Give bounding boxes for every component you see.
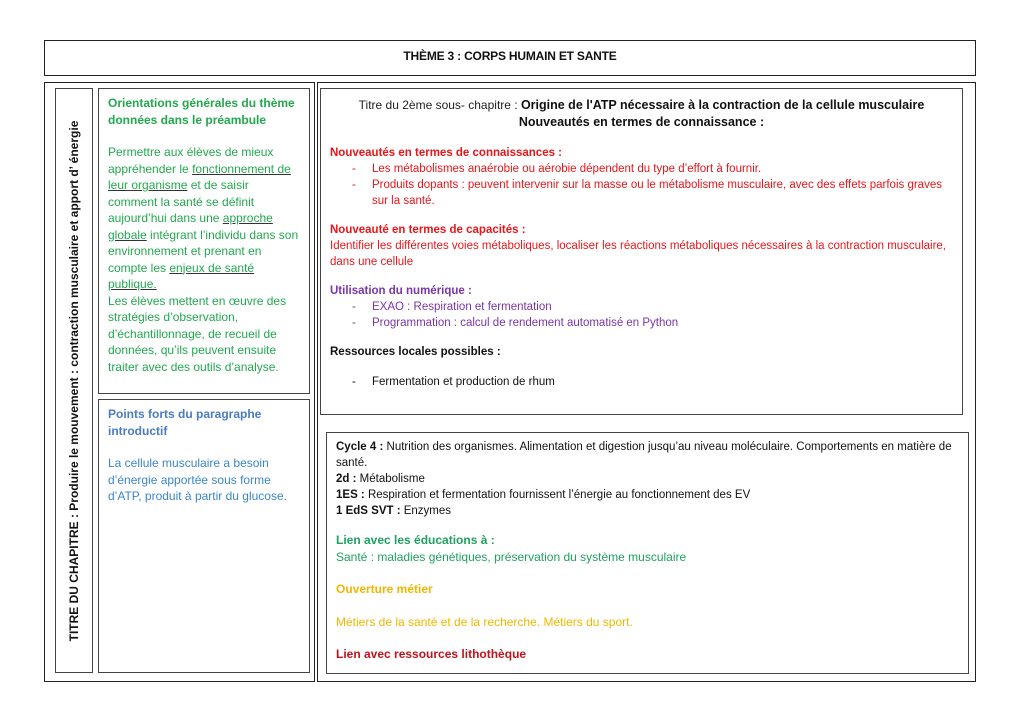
text-fragment: Permettre aux élèves de mieux appréhender le <box>108 145 274 176</box>
text-fragment: intégrant l’individu dans son environnement et prenant en compte les <box>108 227 299 275</box>
cycle4-label: Cycle 4 : <box>336 441 384 453</box>
points-forts-box <box>98 399 310 673</box>
list-item: - Fermentation et production de rhum <box>352 374 953 390</box>
ressources-heading: Ressources locales possibles : <box>330 346 501 358</box>
liens-box <box>326 432 969 674</box>
es-line <box>336 487 959 503</box>
eds-label: 1 EdS SVT : <box>336 505 401 517</box>
numerique-section <box>330 283 953 331</box>
list-item: - EXAO : Respiration et fermentation <box>352 299 953 315</box>
seconde-line <box>336 471 959 487</box>
eds-line <box>336 503 959 519</box>
orientations-paragraph-1 <box>108 144 300 293</box>
theme-header-box <box>44 40 976 76</box>
es-label: 1ES : <box>336 489 365 501</box>
seconde-label: 2d : <box>336 473 357 485</box>
educations-heading: Lien avec les éducations à : <box>336 533 495 547</box>
capacites-text: Identifier les différentes voies métaboliques, localiser les réactions métaboliques nécessaires à la contraction musculaire, dans une cellule <box>330 240 946 268</box>
cycle4-line <box>336 439 959 471</box>
seconde-text: Métabolisme <box>356 473 425 485</box>
capacites-section <box>330 222 953 270</box>
numerique-heading: Utilisation du numérique : <box>330 285 472 297</box>
underlined-phrase: enjeux de santé publique. <box>108 260 255 291</box>
orientations-paragraph-2: Les élèves mettent en œuvre des stratégies d’observation, d’échantillonnage, de recueil de données, qu’ils peuvent ensuite traiter avec des outils d’analyse. <box>108 293 287 374</box>
orientations-heading: Orientations générales du thème données dans le préambule <box>108 96 295 127</box>
underlined-phrase: fonctionnement de leur organisme <box>108 161 291 192</box>
points-forts-text: La cellule musculaire a besoin d’énergie apportée sous forme d’ATP, produit à partir du glucose. <box>108 456 287 503</box>
sous-chapitre-box <box>320 88 963 415</box>
capacites-heading: Nouveauté en termes de capacités : <box>330 224 526 236</box>
cycle4-text: Nutrition des organismes. Alimentation et digestion jusqu’au niveau moléculaire. Comportements en matière de santé. <box>336 441 952 469</box>
ressources-section <box>330 344 953 390</box>
metier-text: Métiers de la santé et de la recherche. Métiers du sport. <box>336 615 633 629</box>
lithotheque-heading: Lien avec ressources lithothèque <box>336 647 527 661</box>
underlined-phrase: approche globale <box>108 211 273 242</box>
chapter-title: TITRE DU CHAPITRE : Produire le mouvement : contraction musculaire et apport d’ énergie <box>67 120 81 641</box>
list-item: - Les métabolismes anaérobie ou aérobie dépendent du type d’effort à fournir. <box>352 161 953 177</box>
text-fragment: et de saisir comment la santé se définit aujourd’hui dans une <box>108 178 255 225</box>
points-forts-heading: Points forts du paragraphe introductif <box>108 407 262 438</box>
connaissances-section <box>330 145 953 209</box>
list-item: - Programmation : calcul de rendement automatisé en Python <box>352 315 953 331</box>
sous-chapitre-subtitle: Nouveautés en termes de connaissance : <box>518 115 765 129</box>
sous-chapitre-label: Titre du 2ème sous- chapitre : <box>358 98 521 112</box>
connaissances-heading: Nouveautés en termes de connaissances : <box>330 147 563 159</box>
sous-chapitre-title <box>330 97 953 131</box>
orientations-box <box>98 88 310 394</box>
sous-chapitre-name: Origine de l'ATP nécessaire à la contraction de la cellule musculaire <box>520 98 925 112</box>
es-text: Respiration et fermentation fournissent l’énergie au fonctionnement des EV <box>364 489 751 501</box>
chapter-title-box <box>55 88 93 673</box>
eds-text: Enzymes <box>400 505 452 517</box>
metier-heading: Ouverture métier <box>336 582 433 596</box>
theme-title: THÈME 3 : CORPS HUMAIN ET SANTE <box>403 49 617 63</box>
educations-text: Santé : maladies génétiques, préservation du système musculaire <box>336 550 687 564</box>
list-item: - Produits dopants : peuvent intervenir sur la masse ou le métabolisme musculaire, avec des effets parfois graves sur la santé. <box>352 177 953 209</box>
